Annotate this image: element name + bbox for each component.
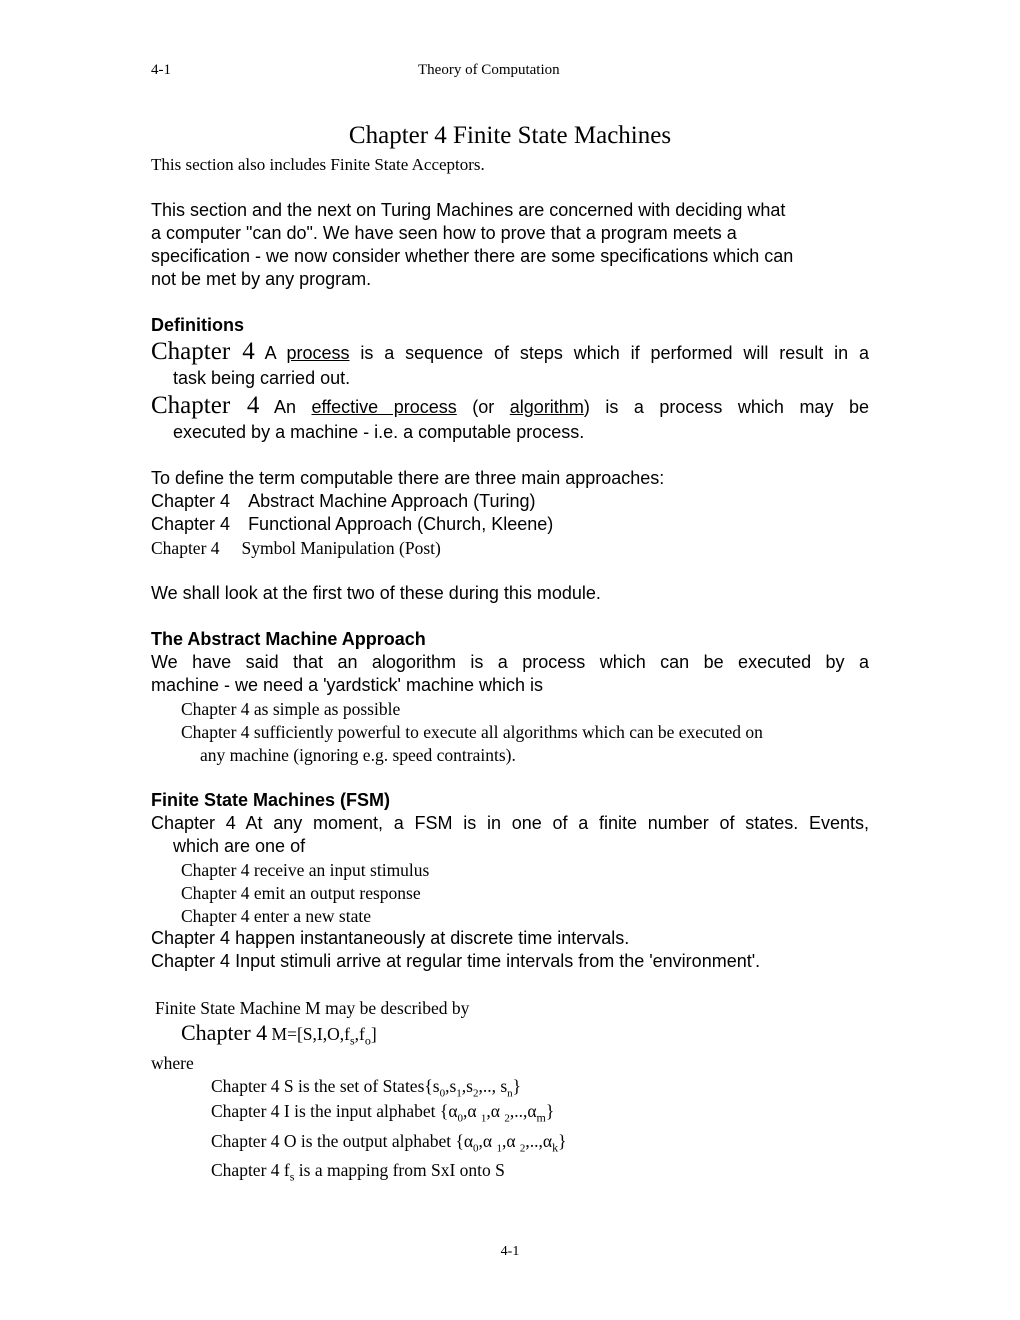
fsm-sub-item: Chapter 4 receive an input stimulus xyxy=(181,860,430,880)
ama-item: Chapter 4 as simple as possible xyxy=(181,699,401,719)
footer-page-number: 4-1 xyxy=(500,1244,520,1259)
fsm-item: Chapter 4 happen instantaneously at discrete time intervals. xyxy=(151,928,630,948)
ama-item: Chapter 4 sufficiently powerful to execute all algorithms which can be executed on xyxy=(181,722,763,742)
intro-line: not be met by any program. xyxy=(151,269,372,289)
fsm-sub-item: Chapter 4 enter a new state xyxy=(181,906,371,926)
intro-line: This section and the next on Turing Machines are concerned with deciding what xyxy=(151,200,786,220)
look-paragraph: We shall look at the first two of these during this module. xyxy=(151,583,601,603)
definitions-heading: Definitions xyxy=(151,315,244,335)
fsm-item-cont: which are one of xyxy=(173,836,306,856)
machine-O: Chapter 4 O is the output alphabet {$\alpha_0,\alpha$ $_1$,α $_2,..,\alpha_k$} xyxy=(211,1131,567,1155)
ama-paragraph: We have said that an alogorithm is a process which can be executed by a xyxy=(151,652,869,672)
ama-paragraph-cont: machine - we need a 'yardstick' machine which is xyxy=(151,675,544,695)
intro-line: a computer "can do". We have seen how to prove that a program meets a xyxy=(151,223,737,243)
approach-item: Chapter 4 Functional Approach (Church, Kleene) xyxy=(151,514,554,534)
definition-process: Chapter 4 A process is a sequence of steps which if performed will result in a xyxy=(151,338,870,365)
fsm-item: Chapter 4 Input stimuli arrive at regular time intervals from the 'environment'. xyxy=(151,951,761,971)
definition-effective-cont: executed by a machine - i.e. a computable process. xyxy=(173,422,585,442)
subtitle: This section also includes Finite State Acceptors. xyxy=(151,155,485,174)
intro-line: specification - we now consider whether there are some specifications which can xyxy=(151,246,794,266)
fsm-item: Chapter 4 At any moment, a FSM is in one of a finite number of states. Events, xyxy=(151,813,869,833)
definition-process-cont: task being carried out. xyxy=(173,368,351,388)
ama-heading: The Abstract Machine Approach xyxy=(151,629,426,649)
machine-intro: Finite State Machine M may be described by xyxy=(155,998,470,1018)
where-label: where xyxy=(151,1053,194,1073)
approach-item: Chapter 4 Abstract Machine Approach (Turing) xyxy=(151,491,536,511)
machine-I: Chapter 4 I is the input alphabet {$\alpha_0,\alpha$ $_1$,α $_2,..,\alpha_m$} xyxy=(211,1101,555,1125)
machine-fs: Chapter 4 $f_s$ is a mapping from SxI onto S xyxy=(211,1160,505,1184)
header-page-number: 4-1 xyxy=(151,62,171,78)
page-title: Chapter 4 Finite State Machines xyxy=(348,122,672,149)
machine-definition: Chapter 4 $M=[S,I,O,f_s,f_o]$ xyxy=(181,1020,377,1048)
ama-item-cont: any machine (ignoring e.g. speed contraints). xyxy=(200,745,516,765)
approach-item: Chapter 4 Symbol Manipulation (Post) xyxy=(151,538,441,558)
machine-S: Chapter 4 S is the set of $States\{s_0,s_1,s_2$,.., $s_n$} xyxy=(211,1076,522,1100)
fsm-sub-item: Chapter 4 emit an output response xyxy=(181,883,421,903)
fsm-heading: Finite State Machines (FSM) xyxy=(151,790,391,810)
definition-effective-process: Chapter 4 An effective process (or algorithm) is a process which may be xyxy=(151,392,869,419)
approaches-intro: To define the term computable there are three main approaches: xyxy=(151,468,665,488)
header-title: Theory of Computation xyxy=(418,62,560,78)
